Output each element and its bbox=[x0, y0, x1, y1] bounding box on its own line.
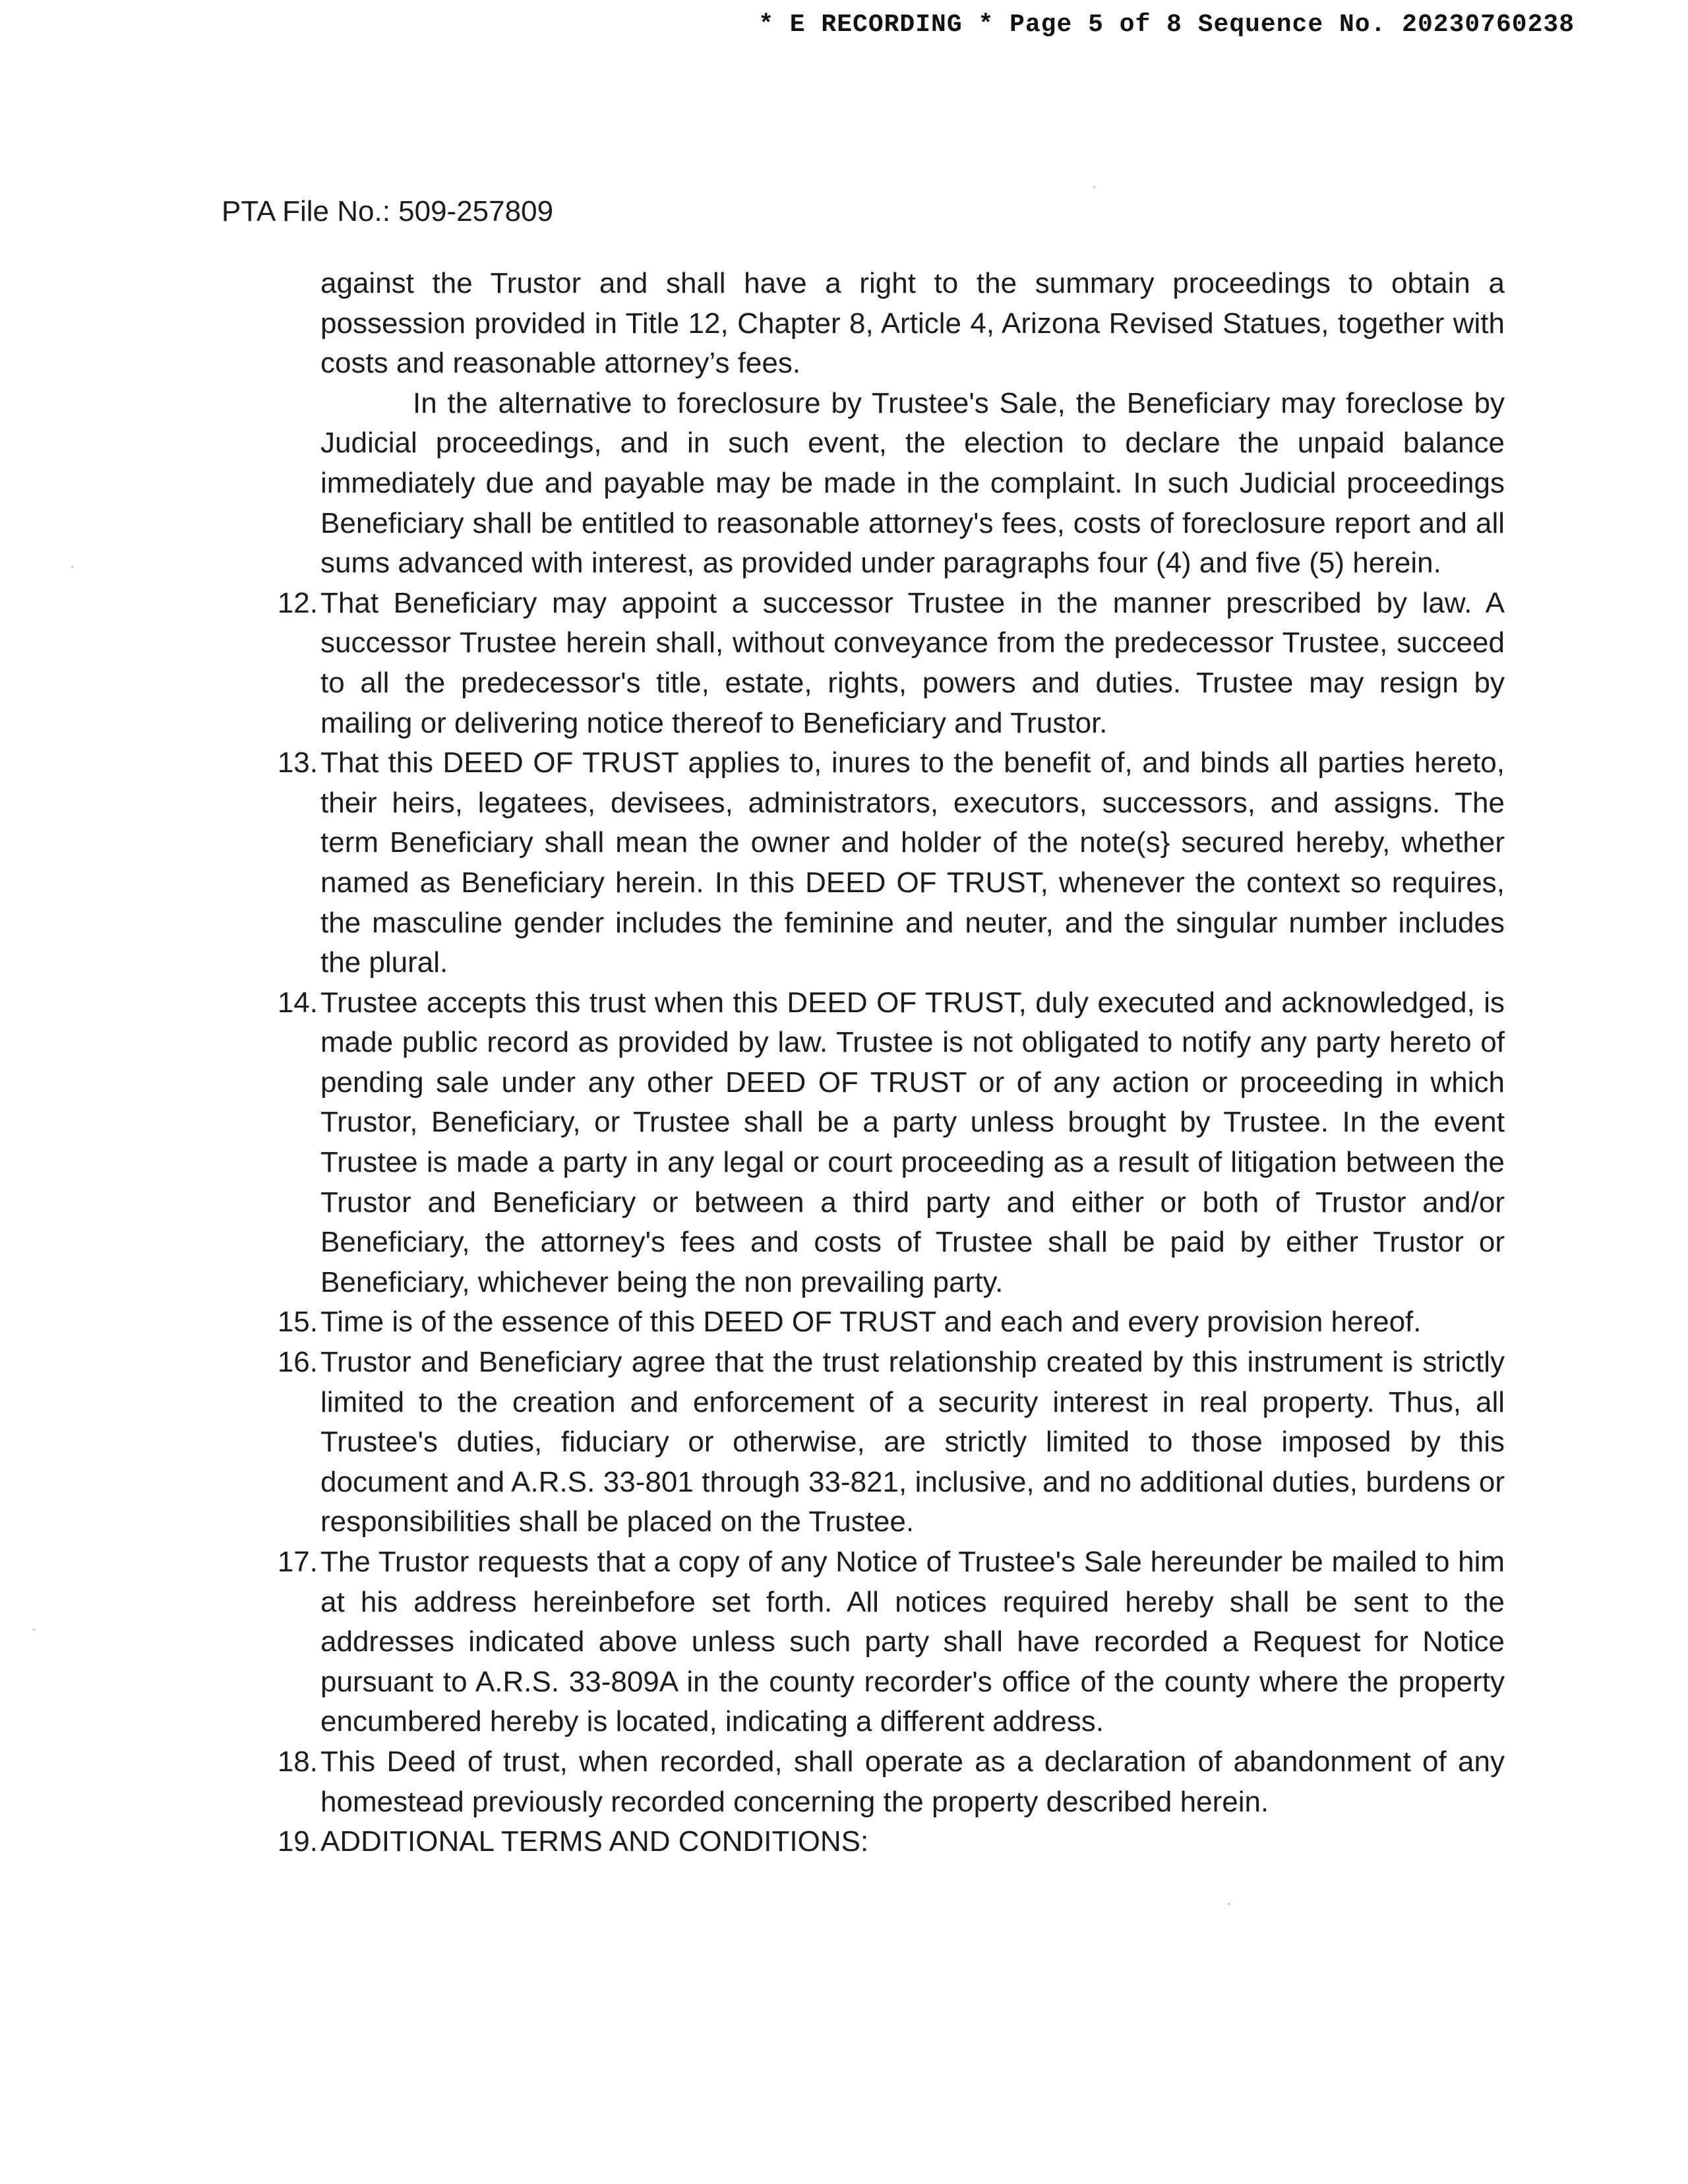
scan-speck bbox=[1093, 186, 1095, 188]
clause-text: ADDITIONAL TERMS AND CONDITIONS: bbox=[320, 1825, 869, 1858]
clause-number: 19. bbox=[277, 1825, 318, 1858]
clause-12 bbox=[277, 584, 1505, 743]
clause-number: 14. bbox=[277, 986, 318, 1019]
clause-17 bbox=[277, 1542, 1505, 1742]
clause-14 bbox=[277, 983, 1505, 1303]
clause-number: 16. bbox=[277, 1346, 318, 1379]
file-number: PTA File No.: 509-257809 bbox=[222, 195, 554, 228]
scan-speck bbox=[33, 1629, 35, 1631]
clause-16 bbox=[277, 1343, 1505, 1542]
clause-number: 13. bbox=[277, 746, 318, 779]
clause-number: 18. bbox=[277, 1745, 318, 1778]
clause-text: Time is of the essence of this DEED OF TRUST and each and every provision hereof. bbox=[320, 1306, 1422, 1339]
clause-text: The Trustor requests that a copy of any Notice of Trustee's Sale hereunder be mailed to him at his address hereinbefore set forth. All notices required hereby shall be sent to the addresses indicated above unless such party shall have recorded a Request for Notice pursuant to A.R.S. 33-809A in the county recorder's office of the county where the property encumbered hereby is located, indicating a different address. bbox=[320, 1546, 1505, 1738]
clause-text: That this DEED OF TRUST applies to, inures to the benefit of, and binds all parties hereto, their heirs, legatees, devisees, administrators, executors, successors, and assigns. The term Beneficiary shall mean the owner and holder of the note(s} secured hereby, whether named as Beneficiary herein. In this DEED OF TRUST, whenever the context so requires, the masculine gender includes the feminine and neuter, and the singular number includes the plural. bbox=[320, 746, 1505, 979]
clause-15 bbox=[277, 1302, 1505, 1343]
clause-text: That Beneficiary may appoint a successor Trustee in the manner prescribed by law. A successor Trustee herein shall, without conveyance from the predecessor Trustee, succeed to all the predecessor's title, estate, rights, powers and duties. Trustee may resign by mailing or delivering notice thereof to Beneficiary and Trustor. bbox=[320, 586, 1505, 739]
clause-number: 15. bbox=[277, 1306, 318, 1339]
clause-text: Trustee accepts this trust when this DEED OF TRUST, duly executed and acknowledged, is made public record as provided by law. Trustee is not obligated to notify any party hereto of pending sale under any other DEED OF TRUST or of any action or proceeding in which Trustor, Beneficiary, or Trustee shall be a party unless brought by Trustee. In the event Trustee is made a party in any legal or court proceeding as a result of litigation between the Trustor and Beneficiary or between a third party and either or both of Trustor and/or Beneficiary, the attorney's fees and costs of Trustee shall be paid by either Trustor or Beneficiary, whichever being the non prevailing party. bbox=[320, 986, 1505, 1298]
clause-18 bbox=[277, 1742, 1505, 1822]
clause-13 bbox=[277, 743, 1505, 983]
clause-number: 17. bbox=[277, 1546, 318, 1578]
scan-speck bbox=[1228, 1903, 1230, 1905]
clause-text: Trustor and Beneficiary agree that the trust relationship created by this instrument is strictly limited to the creation and enforcement of a security interest in real property. Thus, all Trustee's duties, fiduciary or otherwise, are strictly limited to those imposed by this document and A.R.S. 33-801 through 33-821, inclusive, and no additional duties, burdens or responsibilities shall be placed on the Trustee. bbox=[320, 1346, 1505, 1538]
clause-19 bbox=[277, 1822, 1505, 1862]
clause-list bbox=[277, 584, 1505, 1862]
deed-body bbox=[277, 264, 1505, 1862]
alternative-paragraph: In the alternative to foreclosure by Trustee's Sale, the Beneficiary may foreclose by Judicial proceedings, and in such event, the election to declare the unpaid balance immediately due and payable may be made in the complaint. In such Judicial proceedings Beneficiary shall be entitled to reasonable attorney's fees, costs of foreclosure report and all sums advanced with interest, as provided under paragraphs four (4) and five (5) herein. bbox=[320, 386, 1505, 580]
continuation-paragraph: against the Trustor and shall have a right to the summary proceedings to obtain a possession provided in Title 12, Chapter 8, Article 4, Arizona Revised Statues, together with costs and reasonable attorney’s fees. bbox=[320, 267, 1505, 380]
clause-text: This Deed of trust, when recorded, shall operate as a declaration of abandonment of any homestead previously recorded concerning the property described herein. bbox=[320, 1745, 1505, 1818]
clause-number: 12. bbox=[277, 586, 318, 619]
recording-header: * E RECORDING * Page 5 of 8 Sequence No. 20230760238 bbox=[758, 11, 1575, 39]
scan-speck bbox=[71, 566, 73, 568]
